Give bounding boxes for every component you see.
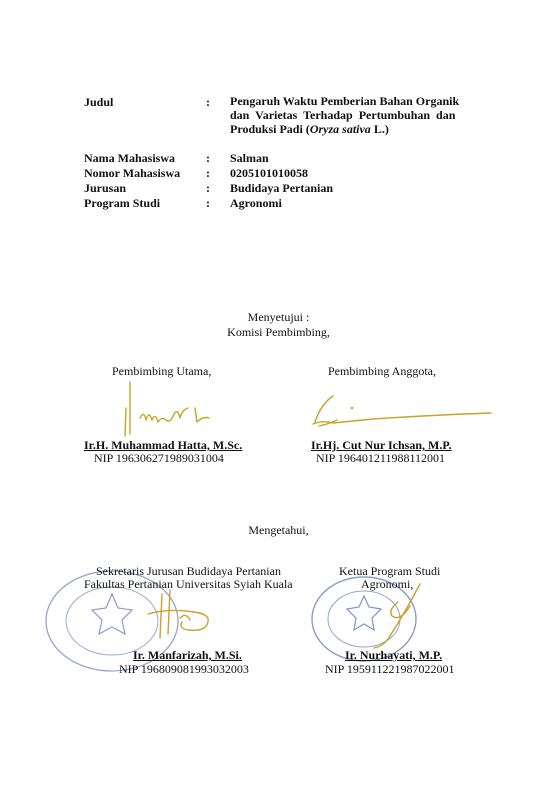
thesis-title — [230, 94, 470, 136]
left-official-nip: NIP 196809081993032003 — [119, 662, 249, 676]
right-official-nip: NIP 195911221987022001 — [325, 662, 455, 676]
right-role-line-1: Ketua Program Studi — [339, 564, 441, 578]
main-supervisor-nip: NIP 196306271989031004 — [94, 451, 224, 465]
acknowledge-heading: Mengetahui, — [248, 523, 309, 537]
department-label: Jurusan — [84, 181, 127, 195]
department-value: Budidaya Pertanian — [230, 181, 334, 195]
main-supervisor-role: Pembimbing Utama, — [112, 364, 212, 378]
scientific-name: Oryza sativa — [309, 122, 371, 136]
member-supervisor-nip: NIP 196401211988112001 — [316, 451, 445, 465]
department-colon: : — [206, 181, 210, 195]
approval-heading: Menyetujui : — [247, 310, 310, 324]
title-line3-suffix: L.) — [370, 122, 389, 136]
student-number-colon: : — [206, 166, 210, 180]
student-number-value: 0205101010058 — [230, 166, 308, 180]
left-role-line-1: Sekretaris Jurusan Budidaya Pertanian — [96, 564, 281, 578]
title-label: Judul — [84, 95, 114, 109]
main-supervisor-signature — [100, 378, 280, 442]
right-official-signature — [340, 582, 450, 652]
committee-label: Komisi Pembimbing, — [227, 325, 330, 339]
main-supervisor-name: Ir.H. Muhammad Hatta, M.Sc. — [84, 438, 243, 452]
program-value: Agronomi — [230, 196, 282, 210]
student-name-colon: : — [206, 151, 210, 165]
thesis-title-line-3 — [230, 122, 470, 136]
program-label: Program Studi — [84, 196, 161, 210]
student-number-label: Nomor Mahasiswa — [84, 166, 181, 180]
member-supervisor-name: Ir.Hj. Cut Nur Ichsan, M.P. — [311, 438, 452, 452]
program-colon: : — [206, 196, 210, 210]
student-name-value: Salman — [230, 151, 269, 165]
right-role-line-2: Agronomi, — [361, 577, 414, 591]
left-official-signature — [140, 588, 220, 644]
title-colon: : — [206, 95, 210, 109]
title-line3-prefix: Produksi Padi ( — [230, 122, 310, 136]
thesis-title-line-1: Pengaruh Waktu Pemberian Bahan Organik — [230, 94, 460, 108]
member-supervisor-signature — [305, 392, 495, 432]
left-official-name: Ir. Manfarizah, M.Si. — [133, 648, 242, 662]
member-supervisor-role: Pembimbing Anggota, — [328, 364, 436, 378]
thesis-title-line-2: dan Varietas Terhadap Pertumbuhan dan — [230, 108, 456, 122]
right-official-name: Ir. Nurhayati, M.P. — [345, 648, 443, 662]
left-role-line-2: Fakultas Pertanian Universitas Syiah Kuala — [84, 577, 293, 591]
student-name-label: Nama Mahasiswa — [84, 151, 176, 165]
